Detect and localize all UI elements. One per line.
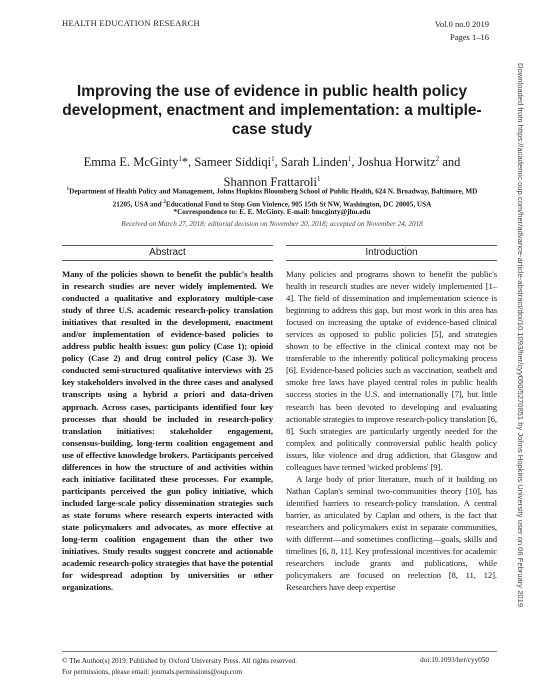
issue-info <box>435 18 489 44</box>
volume-info: Vol.0 no.0 2019 <box>434 19 489 29</box>
introduction-heading: Introduction <box>286 245 497 261</box>
author-list: Emma E. McGinty$^1$*, Sameer Siddiqi$^1$, Sarah Linden$^1$, Joshua Horwitz$^2$ and Shannon Frattaroli$^1$ <box>83 155 461 190</box>
download-watermark: Downloaded from https://academic.oup.com/her/advance-article-abstract/doi/10.1093/her/cyy050/5270851 by Johns Hopkins University user on 06 February 2019 <box>516 63 525 608</box>
author[interactable]: Emma E. McGinty$^1$* <box>83 155 189 170</box>
journal-name: HEALTH EDUCATION RESEARCH <box>62 18 200 28</box>
article-title: Improving the use of evidence in public health policy development, enactment and implementation: a multiple-case study <box>62 83 482 138</box>
correspondence[interactable]: *Correspondence to: E. E. McGinty. E-mail: bmcginty@jhu.edu <box>173 208 371 216</box>
received-dates: Received on March 27, 2018; editorial decision on November 20, 2018; accepted on November 24, 2018 <box>121 220 423 228</box>
introduction-body <box>286 268 497 593</box>
author[interactable]: Sameer Siddiqi$^1$ <box>194 155 275 170</box>
copyright: © The Author(s) 2019. Published by Oxford University Press. All rights reserved. <box>62 657 297 665</box>
page-range: Pages 1–16 <box>450 32 489 42</box>
abstract-heading: Abstract <box>62 245 273 261</box>
footer-divider <box>62 651 497 652</box>
doi[interactable]: doi:10.1093/her/cyy050 <box>420 656 489 664</box>
paragraph: Many policies and programs shown to benefit the public's health in research studies are never widely implemented [1–4]. The field of dissemination and implementation science is beginning to address this gap, but most work in this area has focused on increasing the uptake of evidence-based clinical services as opposed to public policies [5], and strategies shown to be effective in the clinical context may not be transferable to the inherently political policymaking process [6]. Evidence-based policies such as vaccination, seatbelt and smoke free laws have played central roles in public health success stories in the U.S. and internationally [7], but little research has been devoted to developing and evaluating actionable strategies to improve research-policy translation [6, 8]. Such strategies are particularly urgently needed for the complex and politically controversial public health policy issues, like violence and drug addiction, that Glasgow and colleagues have termed 'wicked problems' [9]. <box>286 269 497 472</box>
permissions[interactable]: For permissions, please email: journals.permissions@oup.com <box>62 667 243 676</box>
author[interactable]: Joshua Horwitz$^2$ <box>357 155 440 170</box>
author[interactable]: Sarah Linden$^1$ <box>280 155 352 170</box>
author[interactable]: Shannon Frattaroli$^1$ <box>223 175 321 190</box>
abstract-body: Many of the policies shown to benefit the public's health in research studies are never widely implemented. We conducted a qualitative and exploratory multiple-case study of three U.S. academic research-policy translation initiatives that resulted in the development, enactment and/or implementation of evidence-based policies to address public health issues: gun policy (Case 1); opioid policy (Case 2) and drug control policy (Case 3). We conducted semi-structured qualitative interviews with 25 key stakeholders involved in the three cases and analysed transcripts using a hybrid a priori and data-driven approach. Across cases, participants identified four key processes that should be included in research-policy translation initiatives: stakeholder engagement, consensus-building, long-term coalition engagement and use of effective knowledge brokers. Participants perceived differences in how the structure of and activities within each initiative facilitated these processes. For example, participants perceived the gun policy initiative, which included large-scale policy dissemination strategies such as state forums where research experts interacted with state policymakers and advocates, as more effective at long-term coalition engagement than the other two initiatives. Study results suggest concrete and actionable academic research-policy strategies that have the potential for widespread adoption by universities or other organizations. <box>62 269 273 593</box>
affiliations: $^1$Department of Health Policy and Management, Johns Hopkins Bloomberg School of Public Health, 624 N. Broadway, Baltimore, MD 21205, USA and $^2$Educational Fund to Stop Gun Violence, 905 15th St NW, Washington, DC 20005, USA <box>66 187 478 209</box>
footer-notice <box>62 656 297 677</box>
paragraph: A large body of prior literature, much of it building on Nathan Caplan's seminal two-communities theory [10], has identified barriers to research-policy translation. A central barrier, as articulated by Caplan and others, is the fact that researchers and policymakers exist in separate communities, with different—and sometimes conflicting—goals, skills and timelines [6, 8, 11]. Key professional incentives for academic researchers include grants and publications, while policymakers are focused on reelection [8, 11, 12]. Researchers have deep expertise <box>286 473 497 593</box>
